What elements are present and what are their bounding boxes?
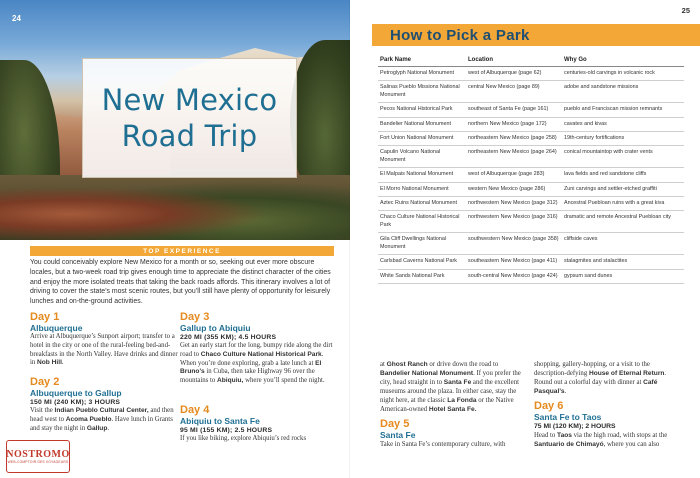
day-4-distance: 95 MI (155 KM); 2.5 HOURS xyxy=(180,427,273,434)
why-go-cell: adobe and sandstone missions xyxy=(562,81,684,103)
column-header: Location xyxy=(466,55,562,67)
day-2-place: Albuquerque to Gallup xyxy=(30,388,122,398)
park-name-cell: El Malpais National Monument xyxy=(378,168,466,182)
day-1-place: Albuquerque xyxy=(30,323,83,333)
column-header: Park Name xyxy=(378,55,466,67)
top-experience-bar xyxy=(30,246,334,256)
table-row xyxy=(378,146,684,168)
day-6-place: Santa Fe to Taos xyxy=(534,412,602,422)
location-cell: west of Albuquerque (page 283) xyxy=(466,168,562,182)
location-cell: central New Mexico (page 89) xyxy=(466,81,562,103)
why-go-cell: Zuni carvings and settler-etched graffiti xyxy=(562,182,684,196)
day-2-text: Visit the Indian Pueblo Cultural Center, and then head west to Acoma Pueblo. Have lunch in Grants and stay the night in Gallup. xyxy=(30,407,174,432)
nostromo-stamp xyxy=(6,440,70,473)
park-name-cell: Capulin Volcano National Monument xyxy=(378,146,466,168)
day-4-heading: Day 4 xyxy=(180,404,210,416)
day-4-text: If you like biking, explore Abiquiu’s red rocks xyxy=(180,435,307,442)
day-2-heading: Day 2 xyxy=(30,376,60,388)
location-cell: southeast of Santa Fe (page 161) xyxy=(466,103,562,117)
location-cell: southeastern New Mexico (page 411) xyxy=(466,255,562,269)
park-name-cell: El Morro National Monument xyxy=(378,182,466,196)
right-page xyxy=(350,0,700,478)
why-go-cell: gypsum sand dunes xyxy=(562,269,684,283)
day-5 xyxy=(380,418,528,449)
why-go-cell: stalagmites and stalactites xyxy=(562,255,684,269)
title-line-2: Road Trip xyxy=(121,119,258,153)
day-6-distance: 75 MI (120 KM); 2 HOURS xyxy=(534,423,616,430)
why-go-cell: centuries-old carvings in volcanic rock xyxy=(562,67,684,81)
park-name-cell: Aztec Ruins National Monument xyxy=(378,197,466,211)
park-name-cell: White Sands National Park xyxy=(378,269,466,283)
day-3-place: Gallup to Abiquiu xyxy=(180,323,251,333)
day-1-heading: Day 1 xyxy=(30,311,60,323)
location-cell: west of Albuquerque (page 62) xyxy=(466,67,562,81)
why-go-cell: lava fields and red sandstone cliffs xyxy=(562,168,684,182)
why-go-cell: dramatic and remote Ancestral Puebloan city xyxy=(562,211,684,233)
location-cell: northeastern New Mexico (page 264) xyxy=(466,146,562,168)
stamp-name: NOSTROMO xyxy=(6,449,70,460)
table-row xyxy=(378,197,684,211)
day-1-text: Arrive at Albuquerque’s Sunport airport; transfer to a hotel in the city or one of the rural-feeling bed-and-breakfasts in the North Valley. Have drinks and dinner in Nob Hill. xyxy=(30,333,178,367)
why-go-cell: Ancestral Puebloan ruins with a great kiva xyxy=(562,197,684,211)
why-go-cell: pueblo and Franciscan mission remnants xyxy=(562,103,684,117)
right-column-2 xyxy=(534,360,684,449)
section-banner xyxy=(372,24,700,46)
table-row xyxy=(378,211,684,233)
why-go-cell: 19th-century fortifications xyxy=(562,132,684,146)
day-4-place: Abiquiu to Santa Fe xyxy=(180,416,260,426)
day-2 xyxy=(30,376,178,433)
table-row xyxy=(378,255,684,269)
day-6 xyxy=(534,400,684,449)
table-row xyxy=(378,269,684,283)
park-name-cell: Fort Union National Monument xyxy=(378,132,466,146)
column-header: Why Go xyxy=(562,55,684,67)
title-line-1: New Mexico xyxy=(101,83,278,117)
why-go-cell: cliffside caves xyxy=(562,233,684,255)
right-column-1 xyxy=(380,360,528,449)
park-name-cell: Salinas Pueblo Missions National Monument xyxy=(378,81,466,103)
park-name-cell: Gila Cliff Dwellings National Monument xyxy=(378,233,466,255)
why-go-cell: cavates and kivas xyxy=(562,117,684,131)
park-name-cell: Petroglyph National Monument xyxy=(378,67,466,81)
parks-table-body xyxy=(378,67,684,284)
table-row xyxy=(378,233,684,255)
table-row xyxy=(378,182,684,196)
table-row xyxy=(378,132,684,146)
section-title: How to Pick a Park xyxy=(390,27,530,44)
brush-shape xyxy=(0,175,350,240)
day-5-heading: Day 5 xyxy=(380,418,410,430)
title-box xyxy=(82,58,297,178)
day-6-heading: Day 6 xyxy=(534,400,564,412)
park-name-cell: Carlsbad Caverns National Park xyxy=(378,255,466,269)
park-name-cell: Pecos National Historical Park xyxy=(378,103,466,117)
location-cell: western New Mexico (page 286) xyxy=(466,182,562,196)
stamp-tagline: WEB-COMPTOIR DES VOYAGEURS xyxy=(7,460,69,464)
page-number-right: 25 xyxy=(681,6,690,15)
day-2-distance: 150 MI (240 KM); 3 HOURS xyxy=(30,399,121,406)
table-row xyxy=(378,81,684,103)
location-cell: northwestern New Mexico (page 316) xyxy=(466,211,562,233)
table-row xyxy=(378,103,684,117)
page-number-left: 24 xyxy=(12,14,21,23)
location-cell: northern New Mexico (page 172) xyxy=(466,117,562,131)
why-go-cell: conical mountaintop with crater vents xyxy=(562,146,684,168)
day-3-distance: 220 MI (355 KM); 4.5 HOURS xyxy=(180,334,277,341)
day-3-text: Get an early start for the long, bumpy ride along the dirt road to Chaco Culture National Historical Park. When you’re done exploring, grab a late lunch at El Bruno’s in Cuba, then take Highway 96 over the mountains to Abiquiu, where you’ll spend the night. xyxy=(180,342,333,385)
park-name-cell: Chaco Culture National Historical Park xyxy=(378,211,466,233)
day-5-place: Santa Fe xyxy=(380,430,416,440)
day-6-text: Head to Taos via the high road, with stops at the Santuario de Chimayó, where you can also xyxy=(534,432,668,448)
day-3-heading: Day 3 xyxy=(180,311,210,323)
park-name-cell: Bandelier National Monument xyxy=(378,117,466,131)
day-3 xyxy=(180,311,338,386)
day-5-continued-text: shopping, gallery-hopping, or a visit to the description-defying House of Eternal Return. Round out a colorful day with dinner at Café Pasqual’s. xyxy=(534,361,667,395)
day-4 xyxy=(180,404,338,444)
table-header-row xyxy=(378,55,684,67)
day-4-continued-text: at Ghost Ranch or drive down the road to Bandelier National Monument. If you prefer the city, head straight in to Santa Fe and the excellent museums around the plaza. In either case, stay the night here, at the classic La Fonda or the Native American-owned Hotel Santa Fe. xyxy=(380,361,521,413)
top-experience-label: TOP EXPERIENCE xyxy=(143,247,221,255)
day-1 xyxy=(30,311,178,368)
location-cell: northwestern New Mexico (page 312) xyxy=(466,197,562,211)
table-row xyxy=(378,168,684,182)
location-cell: southwestern New Mexico (page 358) xyxy=(466,233,562,255)
location-cell: northeastern New Mexico (page 258) xyxy=(466,132,562,146)
table-row xyxy=(378,117,684,131)
parks-table xyxy=(378,55,684,284)
location-cell: south-central New Mexico (page 424) xyxy=(466,269,562,283)
day-5-text: Take in Santa Fe’s contemporary culture, with xyxy=(380,441,506,448)
intro-paragraph: You could conceivably explore New Mexico for a month or so, seeking out ever more obscure locales, but a two-week road trip gives enough time to appreciate the distinct character of the cities and enjoy the more isolated treats that taking the back roads affords. This itinerary involves a lot of driving to cover the state’s most scenic routes, but you’ll still have plenty of opportunity for leisurely lunches and on-the-ground activities. xyxy=(30,259,331,306)
table-row xyxy=(378,67,684,81)
